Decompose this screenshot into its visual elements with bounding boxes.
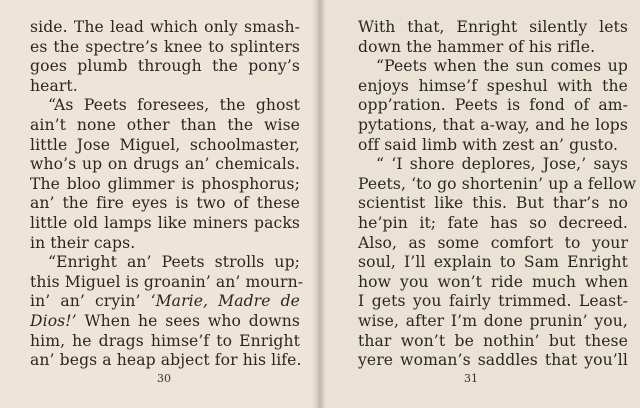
left-page-text (30, 18, 304, 371)
text-line: little old lamps like miners packs (30, 213, 300, 232)
text-line: off said limb with zest an’ gusto. (358, 135, 619, 154)
text-line (30, 292, 300, 312)
text-line: “Enright an’ Peets strolls up; (48, 253, 300, 272)
text-line: With that, Enright silently lets (358, 18, 628, 36)
page-number: 31 (464, 372, 478, 385)
text-line: an’ the fire eyes is two of these (30, 194, 300, 213)
text-line: this Miguel is groanin’ an’ mourn- (30, 272, 304, 291)
text-line: he’pin it; fate has so decreed. (358, 213, 628, 232)
text-segment: When he sees who downs (76, 311, 300, 330)
text-line: ain’t none other than the wise (30, 115, 300, 134)
text-line: es the spectre’s knee to splinters (30, 37, 300, 56)
text-line: heart. (30, 76, 78, 95)
text-line: opp’ration. Peets is fond of am- (358, 96, 628, 115)
right-page (318, 0, 640, 408)
text-line: in their caps. (30, 233, 136, 252)
text-line: an’ begs a heap abject for his life. (30, 351, 302, 370)
text-line: pytations, that a-way, and he lops (358, 115, 628, 134)
text-line: down the hammer of his rifle. (358, 37, 596, 56)
text-line: enjoys himse’f speshul with the (358, 76, 628, 95)
text-line (30, 312, 300, 332)
text-line: I gets you fairly trimmed. Least- (358, 292, 628, 311)
italic-text-segment: ‘Marie, Madre de (150, 292, 301, 311)
text-line: The bloo glimmer is phosphorus; (30, 174, 300, 193)
text-line: Also, as some comfort to your (358, 233, 628, 252)
text-line: “ ‘I shore deplores, Jose,’ says (376, 155, 628, 174)
text-line: goes plumb through the pony’s (30, 57, 300, 76)
text-line: soul, I’ll explain to Sam Enright (358, 253, 628, 272)
text-line: how you won’t ride much when (358, 272, 628, 291)
text-line: Peets, ‘to go shortenin’ up a fellow (358, 174, 637, 193)
page-number: 30 (157, 372, 171, 385)
right-page-text (358, 18, 637, 371)
text-line: scientist like this. But thar’s no (358, 194, 628, 213)
book-gutter (312, 0, 326, 408)
text-segment: in’ an’ cryin’ (30, 292, 151, 311)
text-line: “As Peets foresees, the ghost (48, 96, 300, 115)
text-line: wise, after I’m done prunin’ you, (358, 311, 628, 330)
text-line: “Peets when the sun comes up (376, 57, 628, 76)
italic-text-segment: Dios!’ (30, 311, 77, 330)
text-line: side. The lead which only smash- (30, 18, 300, 36)
text-line: him, he drags himse’f to Enright (30, 331, 300, 350)
text-line: little Jose Miguel, schoolmaster, (30, 135, 300, 154)
text-line: thar won’t be nothin’ but these (358, 331, 628, 350)
text-line: yere woman’s saddles that you’ll (358, 351, 628, 370)
left-page (0, 0, 318, 408)
text-line: who’s up on drugs an’ chemicals. (30, 155, 300, 174)
